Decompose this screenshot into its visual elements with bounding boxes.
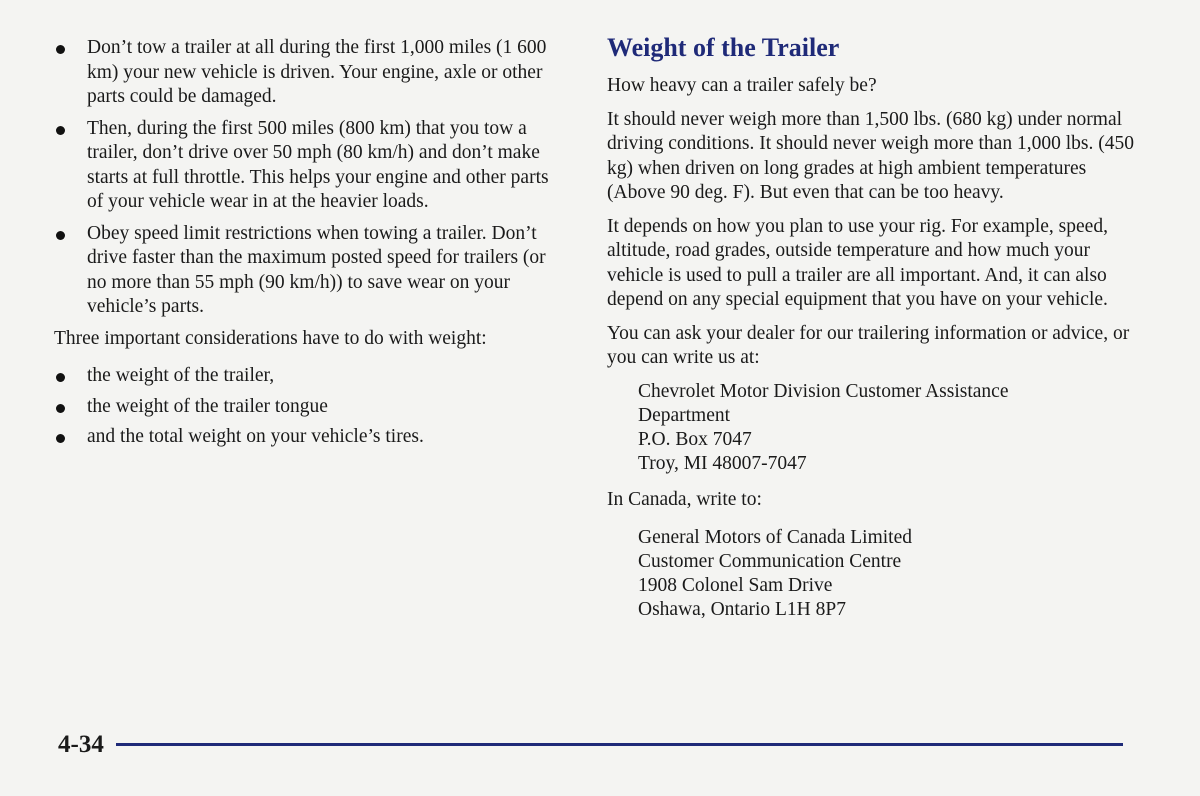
page-number: 4-34 bbox=[58, 731, 104, 758]
canada-address bbox=[607, 526, 1147, 622]
bullet-text: the weight of the trailer, bbox=[87, 365, 275, 386]
bullet-text: Obey speed limit restrictions when towing a trailer. Don’t drive faster than the maximum posted speed for trailers (or no more than 55 mph (90 km/h)) to save wear on your vehicle’s parts. bbox=[87, 222, 546, 317]
us-address bbox=[607, 380, 1147, 476]
section-heading: Weight of the Trailer bbox=[607, 33, 840, 62]
bullet-item bbox=[54, 222, 564, 320]
address-line: Oshawa, Ontario L1H 8P7 bbox=[638, 599, 846, 620]
bullet-icon bbox=[56, 45, 65, 54]
weight-considerations-intro: Three important considerations have to do with weight: bbox=[54, 327, 487, 349]
address-line: Customer Communication Centre bbox=[638, 551, 902, 572]
bullet-icon bbox=[56, 126, 65, 135]
bullet-text: Then, during the first 500 miles (800 km) that you tow a trailer, don’t drive over 50 mph (80 km/h) and don’t make starts at full throttle. This helps your engine and other parts of your vehicle wear in at the heavier loads. bbox=[87, 117, 549, 212]
address-line: Chevrolet Motor Division Customer Assistance bbox=[638, 380, 1009, 402]
bullet-icon bbox=[56, 434, 65, 443]
right-column bbox=[607, 32, 1147, 630]
usage-paragraph: It depends on how you plan to use your rig. For example, speed, altitude, road grades, outside temperature and how much your vehicle is used to pull a trailer are all important. And, it can also depend on any special equipment that you have on your vehicle. bbox=[607, 215, 1108, 310]
bullet-icon bbox=[56, 404, 65, 413]
bullet-text: the weight of the trailer tongue bbox=[87, 395, 328, 417]
address-line: Department bbox=[638, 404, 731, 426]
question-paragraph: How heavy can a trailer safely be? bbox=[607, 75, 877, 96]
page-footer bbox=[58, 730, 1123, 760]
bullet-text: and the total weight on your vehicle’s tires. bbox=[87, 426, 424, 447]
footer-rule bbox=[116, 743, 1123, 746]
bullet-item bbox=[54, 36, 564, 110]
address-line: General Motors of Canada Limited bbox=[638, 527, 912, 548]
bullet-icon bbox=[56, 231, 65, 240]
bullet-icon bbox=[56, 373, 65, 382]
bullet-item bbox=[54, 425, 564, 450]
weight-bullet-list bbox=[54, 364, 564, 450]
weight-limit-paragraph: It should never weigh more than 1,500 lbs. (680 kg) under normal driving conditions. It should never weigh more than 1,000 lbs. (450 kg) when driven on long grades at high ambient temperatures (Above 90 deg. F). But even that can be too heavy. bbox=[607, 108, 1134, 203]
address-line: 1908 Colonel Sam Drive bbox=[638, 575, 833, 596]
bullet-item bbox=[54, 117, 564, 215]
bullet-text: Don’t tow a trailer at all during the first 1,000 miles (1 600 km) your new vehicle is driven. Your engine, axle or other parts could be damaged. bbox=[87, 37, 547, 107]
towing-bullet-list bbox=[54, 36, 564, 320]
address-line: Troy, MI 48007-7047 bbox=[638, 452, 807, 474]
bullet-item bbox=[54, 364, 564, 389]
bullet-item bbox=[54, 395, 564, 420]
contact-paragraph: You can ask your dealer for our trailering information or advice, or you can write us at: bbox=[607, 322, 1130, 368]
address-line: P.O. Box 7047 bbox=[638, 428, 752, 450]
canada-intro: In Canada, write to: bbox=[607, 488, 762, 510]
left-column bbox=[54, 36, 564, 456]
